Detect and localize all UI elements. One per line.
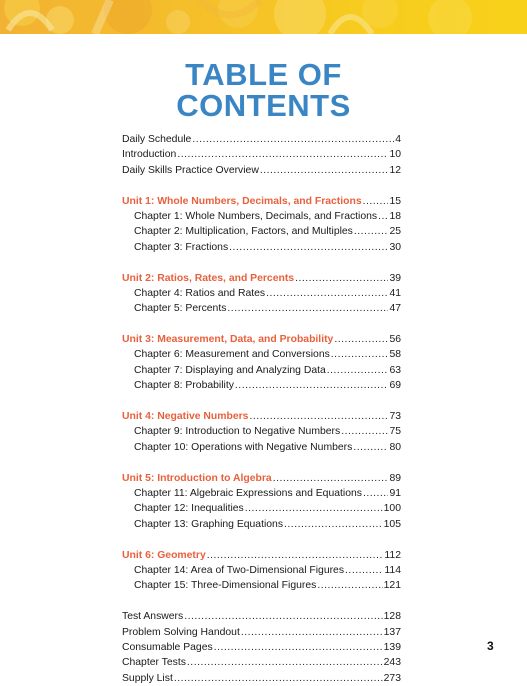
dot-leader [363,194,389,209]
dot-leader [241,625,383,640]
toc-chapter-entry [122,286,401,301]
section-spacer [122,532,401,547]
dot-leader [184,609,382,624]
toc-entry [122,132,401,147]
toc-entry [122,671,401,686]
dot-leader [334,332,388,347]
dot-leader [245,501,383,516]
toc-entry-label: Chapter 5: Percents [134,303,227,315]
section-spacer [122,394,401,409]
toc-entry-page: 80 [389,441,401,453]
toc-entry-page: 128 [383,611,401,623]
toc-entry-label: Chapter 10: Operations with Negative Numbers [134,441,353,453]
toc-entry-page: 56 [389,334,401,346]
toc-entry-page: 12 [389,164,401,176]
toc-entry-page: 114 [384,564,401,576]
toc-entry-page: 139 [383,641,401,653]
toc-entry [122,147,401,162]
toc-entry-page: 273 [383,672,401,684]
dot-leader [331,347,389,362]
dot-leader [177,147,388,162]
dot-leader [317,578,382,593]
toc-entry-label: Problem Solving Handout [122,626,240,638]
decorative-numbers-graphic [0,0,527,34]
toc-entry-label: Test Answers [122,611,184,623]
toc-entry-label: Chapter 1: Whole Numbers, Decimals, and Fractions [134,210,378,222]
section-spacer [122,317,401,332]
table-of-contents [122,132,401,686]
dot-leader [273,471,389,486]
page-number: 3 [487,639,494,653]
toc-entry-label: Chapter 13: Graphing Equations [134,518,284,530]
dot-leader [214,640,383,655]
section-spacer [122,178,401,193]
toc-chapter-entry [122,424,401,439]
toc-entry-page: 58 [389,349,401,361]
section-spacer [122,455,401,470]
toc-entry [122,609,401,624]
toc-entry [122,163,401,178]
toc-entry [122,655,401,670]
toc-entry-page: 25 [389,226,401,238]
toc-entry-page: 89 [389,472,401,484]
toc-entry-label: Unit 2: Ratios, Rates, and Percents [122,272,295,284]
toc-entry-page: 243 [383,657,401,669]
toc-entry-label: Chapter 3: Fractions [134,241,229,253]
toc-entry-page: 121 [383,580,401,592]
toc-entry [122,640,401,655]
toc-chapter-entry [122,486,401,501]
toc-chapter-entry [122,563,401,578]
toc-unit-entry [122,271,401,286]
toc-entry-label: Unit 1: Whole Numbers, Decimals, and Fractions [122,195,362,207]
section-spacer [122,255,401,270]
toc-chapter-entry [122,301,401,316]
dot-leader [284,517,383,532]
toc-entry-label: Chapter 7: Displaying and Analyzing Data [134,364,326,376]
dot-leader [266,286,388,301]
dot-leader [174,671,383,686]
toc-entry-page: 105 [383,518,401,530]
toc-entry-page: 30 [389,241,401,253]
page-title-line-2: CONTENTS [176,88,351,123]
dot-leader [235,378,389,393]
dot-leader [341,424,388,439]
toc-chapter-entry [122,347,401,362]
toc-entry-label: Chapter 11: Algebraic Expressions and Equations [134,487,362,499]
toc-entry-label: Introduction [122,149,177,161]
dot-leader [249,409,388,424]
toc-entry-label: Chapter 9: Introduction to Negative Numbers [134,426,341,438]
toc-entry-label: Unit 3: Measurement, Data, and Probability [122,334,334,346]
toc-entry-page: 18 [389,210,401,222]
toc-entry-page: 91 [389,487,401,499]
toc-chapter-entry [122,578,401,593]
page-title-line-1: TABLE OF [185,57,342,92]
toc-chapter-entry [122,501,401,516]
toc-entry-label: Daily Skills Practice Overview [122,164,259,176]
toc-entry-page: 15 [389,195,401,207]
toc-entry-label: Chapter Tests [122,657,186,669]
toc-entry-label: Unit 4: Negative Numbers [122,411,249,423]
toc-chapter-entry [122,224,401,239]
toc-entry-page: 39 [389,272,401,284]
toc-entry-page: 63 [389,364,401,376]
toc-chapter-entry [122,517,401,532]
section-spacer [122,594,401,609]
toc-entry-page: 75 [389,426,401,438]
toc-entry-page: 47 [389,303,401,315]
toc-chapter-entry [122,209,401,224]
dot-leader [192,132,394,147]
toc-entry-label: Chapter 6: Measurement and Conversions [134,349,330,361]
toc-chapter-entry [122,363,401,378]
toc-entry-label: Chapter 12: Inequalities [134,503,244,515]
toc-entry-page: 100 [383,503,401,515]
toc-entry-label: Chapter 8: Probability [134,380,234,392]
dot-leader [229,240,388,255]
toc-entry-label: Supply List [122,672,173,684]
toc-entry-label: Daily Schedule [122,134,192,145]
toc-entry-page: 137 [383,626,401,638]
toc-entry-page: 4 [395,134,401,145]
dot-leader [363,486,388,501]
dot-leader [295,271,388,286]
toc-entry-label: Consumable Pages [122,641,213,653]
toc-entry [122,625,401,640]
dot-leader [260,163,389,178]
toc-entry-page: 69 [389,380,401,392]
toc-entry-page: 10 [389,149,401,161]
toc-unit-entry [122,548,401,563]
dot-leader [353,440,388,455]
toc-chapter-entry [122,240,401,255]
dot-leader [345,563,383,578]
dot-leader [227,301,388,316]
toc-entry-label: Chapter 15: Three-Dimensional Figures [134,580,317,592]
toc-entry-page: 41 [389,287,401,299]
toc-unit-entry [122,471,401,486]
toc-entry-label: Chapter 4: Ratios and Rates [134,287,266,299]
toc-unit-entry [122,332,401,347]
toc-entry-label: Unit 6: Geometry [122,549,206,561]
header-banner [0,0,527,34]
toc-chapter-entry [122,440,401,455]
dot-leader [378,209,388,224]
dot-leader [187,655,383,670]
toc-entry-label: Chapter 2: Multiplication, Factors, and Multiples [134,226,353,238]
dot-leader [354,224,389,239]
toc-entry-page: 112 [384,549,401,561]
toc-unit-entry [122,409,401,424]
toc-unit-entry [122,194,401,209]
dot-leader [207,548,384,563]
dot-leader [327,363,389,378]
toc-entry-page: 73 [389,411,401,423]
toc-entry-label: Chapter 14: Area of Two-Dimensional Figures [134,564,345,576]
toc-chapter-entry [122,378,401,393]
toc-entry-label: Unit 5: Introduction to Algebra [122,472,272,484]
